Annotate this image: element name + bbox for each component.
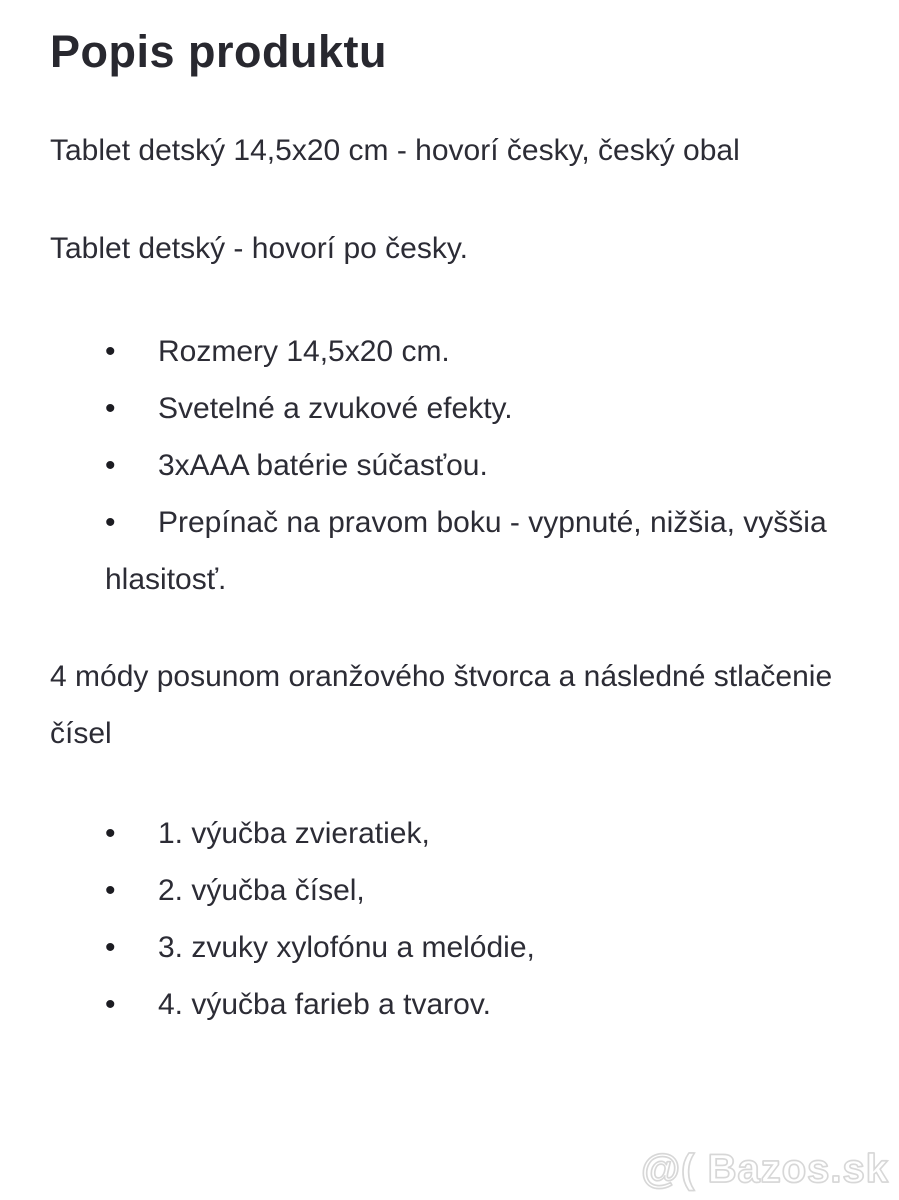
list-item-text: Prepínač na pravom boku - vypnuté, nižšia, vyššia hlasitosť. bbox=[105, 506, 827, 596]
bullet-icon: • bbox=[105, 335, 116, 368]
bullet-icon: • bbox=[105, 449, 116, 482]
modes-list bbox=[50, 805, 851, 1033]
list-item-text: Svetelné a zvukové efekty. bbox=[158, 392, 513, 425]
modes-intro-text: 4 módy posunom oranžového štvorca a následné stlačenie čísel bbox=[50, 660, 833, 750]
product-subtitle-text: Tablet detský - hovorí po česky. bbox=[50, 232, 468, 265]
bazos-watermark: @( Bazos.sk bbox=[641, 1147, 889, 1191]
bullet-icon: • bbox=[105, 506, 116, 539]
list-item-text: Rozmery 14,5x20 cm. bbox=[158, 335, 450, 368]
list-item bbox=[105, 805, 851, 862]
bullet-icon: • bbox=[105, 874, 116, 907]
list-item bbox=[105, 919, 851, 976]
list-item bbox=[105, 437, 851, 494]
list-item bbox=[105, 976, 851, 1033]
bullet-icon: • bbox=[105, 817, 116, 850]
list-item-text: 3. zvuky xylofónu a melódie, bbox=[158, 931, 535, 964]
list-item-text: 1. výučba zvieratiek, bbox=[158, 817, 430, 850]
features-list bbox=[50, 323, 851, 608]
bullet-icon: • bbox=[105, 988, 116, 1021]
list-item bbox=[105, 494, 851, 608]
bullet-icon: • bbox=[105, 931, 116, 964]
list-item bbox=[105, 862, 851, 919]
list-item-text: 3xAAA batérie súčasťou. bbox=[158, 449, 488, 482]
page-title: Popis produktu bbox=[50, 26, 387, 77]
list-item bbox=[105, 380, 851, 437]
list-item bbox=[105, 323, 851, 380]
bullet-icon: • bbox=[105, 392, 116, 425]
product-intro-text: Tablet detský 14,5x20 cm - hovorí česky, český obal bbox=[50, 134, 740, 167]
list-item-text: 2. výučba čísel, bbox=[158, 874, 365, 907]
list-item-text: 4. výučba farieb a tvarov. bbox=[158, 988, 491, 1021]
